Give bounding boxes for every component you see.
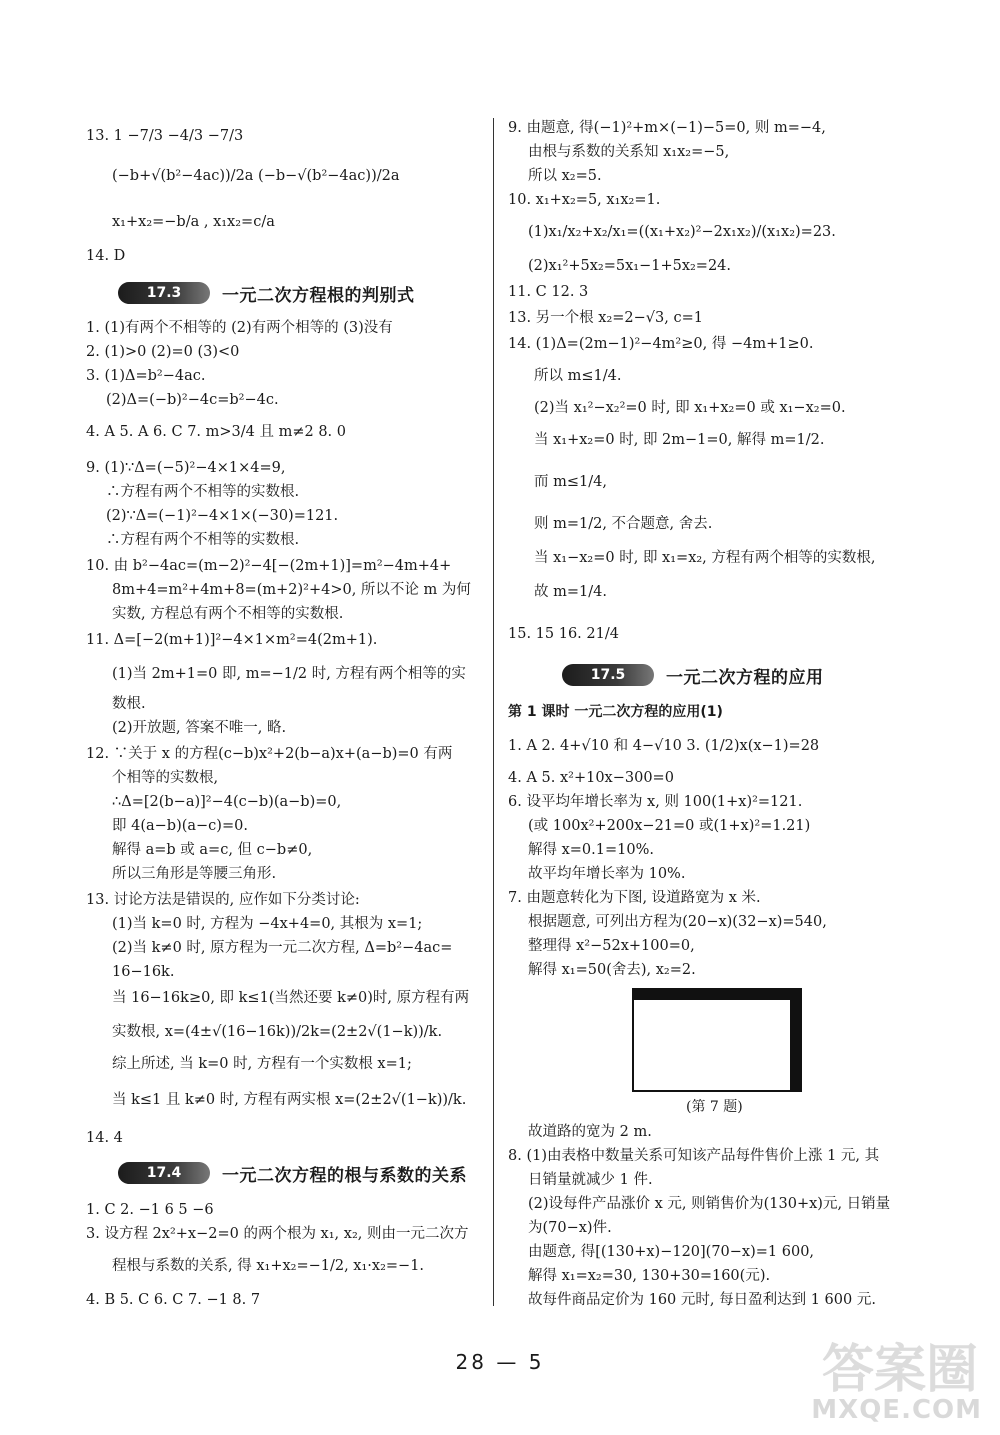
answer-line: ∴方程有两个不相等的实数根.	[106, 532, 300, 548]
answer-line: 9. 由题意, 得(−1)²+m×(−1)−5=0, 则 m=−4,	[508, 120, 826, 136]
answer-line: (或 100x²+200x−21=0 或(1+x)²=1.21)	[528, 818, 811, 834]
answer-line: (2)x₁²+5x₂=5x₁−1+5x₂=24.	[528, 258, 732, 274]
answer-line: 8. (1)由表格中数量关系可知该产品每件售价上涨 1 元, 其	[508, 1148, 880, 1164]
answer-14: 14. D	[86, 248, 126, 264]
answer-line: 为(70−x)件.	[528, 1220, 612, 1236]
answer-line: ∴方程有两个不相等的实数根.	[106, 484, 300, 500]
answer-line: 而 m≤1/4,	[534, 474, 607, 490]
answer-line: 13. 另一个根 x₂=2−√3, c=1	[508, 310, 703, 326]
answer-line: 10. 由 b²−4ac=(m−2)²−4[−(2m+1)]=m²−4m+4+	[86, 558, 452, 574]
section-17-4-header	[118, 1158, 467, 1188]
section-badge: 17.3	[118, 282, 210, 304]
answer-line: 故每件商品定价为 160 元时, 每日盈利达到 1 600 元.	[528, 1292, 876, 1308]
answer-line: 则 m=1/2, 不合题意, 舍去.	[534, 516, 713, 532]
answer-line: 15. 15 16. 21/4	[508, 626, 619, 642]
answer-line: 根据题意, 可列出方程为(20−x)(32−x)=540,	[528, 914, 827, 930]
section-title: 一元二次方程根的判别式	[222, 285, 415, 306]
answer-line: 所以三角形是等腰三角形.	[112, 866, 277, 882]
answer-line: 数根.	[112, 696, 146, 712]
answer-13-roots: (−b+√(b²−4ac))/2a (−b−√(b²−4ac))/2a	[112, 168, 400, 184]
answer-line: 8m+4=m²+4m+8=(m+2)²+4>0, 所以不论 m 为何	[112, 582, 471, 598]
answer-line: 10. x₁+x₂=5, x₁x₂=1.	[508, 192, 661, 208]
answer-line: 整理得 x²−52x+100=0,	[528, 938, 695, 954]
answer-line: 程根与系数的关系, 得 x₁+x₂=−1/2, x₁·x₂=−1.	[112, 1258, 425, 1274]
answer-line: 2. (1)>0 (2)=0 (3)<0	[86, 344, 240, 360]
answer-line: 实数根, x=(4±√(16−16k))/2k=(2±2√(1−k))/k.	[112, 1024, 443, 1040]
answer-line: 故 m=1/4.	[534, 584, 607, 600]
answer-line: 7. 由题意转化为下图, 设道路宽为 x 米.	[508, 890, 761, 906]
answer-line: (1)当 2m+1=0 即, m=−1/2 时, 方程有两个相等的实	[112, 666, 466, 682]
answer-line: (1)当 k=0 时, 方程为 −4x+4=0, 其根为 x=1;	[112, 916, 423, 932]
answer-line: 11. C 12. 3	[508, 284, 589, 300]
answer-line: 4. A 5. x²+10x−300=0	[508, 770, 674, 786]
answer-line: 当 k≤1 且 k≠0 时, 方程有两实根 x=(2±2√(1−k))/k.	[112, 1092, 467, 1108]
answer-line: 4. A 5. A 6. C 7. m>3/4 且 m≠2 8. 0	[86, 424, 346, 440]
answer-line: 16−16k.	[112, 964, 175, 980]
answer-line: 实数, 方程总有两个不相等的实数根.	[112, 606, 344, 622]
section-17-5-header	[562, 660, 824, 690]
answer-line: 9. (1)∵Δ=(−5)²−4×1×4=9,	[86, 460, 286, 476]
answer-13-values: 13. 1 −7/3 −4/3 −7/3	[86, 128, 244, 144]
answer-line: 13. 讨论方法是错误的, 应作如下分类讨论:	[86, 892, 360, 908]
answer-line: 当 16−16k≥0, 即 k≤1(当然还要 k≠0)时, 原方程有两	[112, 990, 470, 1006]
answer-line: (2)∵Δ=(−1)²−4×1×(−30)=121.	[106, 508, 339, 524]
lesson-subheading: 第 1 课时 一元二次方程的应用(1)	[508, 704, 723, 720]
answer-line: 即 4(a−b)(a−c)=0.	[112, 818, 248, 834]
answer-line: 解得 x₁=50(舍去), x₂=2.	[528, 962, 696, 978]
answer-line: (2)Δ=(−b)²−4c=b²−4c.	[106, 392, 279, 408]
answer-line: 当 x₁+x₂=0 时, 即 2m−1=0, 解得 m=1/2.	[534, 432, 825, 448]
answer-line: 12. ∵关于 x 的方程(c−b)x²+2(b−a)x+(a−b)=0 有两	[86, 746, 453, 762]
answer-line: (2)设每件产品涨价 x 元, 则销售价为(130+x)元, 日销量	[528, 1196, 891, 1212]
answer-13-vieta: x₁+x₂=−b/a , x₁x₂=c/a	[112, 214, 275, 230]
answer-line: 由题意, 得[(130+x)−120](70−x)=1 600,	[528, 1244, 815, 1260]
answer-line: 4. B 5. C 6. C 7. −1 8. 7	[86, 1292, 261, 1308]
answer-line: 3. 设方程 2x²+x−2=0 的两个根为 x₁, x₂, 则由一元二次方	[86, 1226, 469, 1242]
answer-line: 14. (1)Δ=(2m−1)²−4m²≥0, 得 −4m+1≥0.	[508, 336, 814, 352]
answer-line: 6. 设平均年增长率为 x, 则 100(1+x)²=121.	[508, 794, 803, 810]
answer-line: 当 x₁−x₂=0 时, 即 x₁=x₂, 方程有两个相等的实数根,	[534, 550, 876, 566]
section-badge: 17.4	[118, 1162, 210, 1184]
answer-line: 故平均年增长率为 10%.	[528, 866, 686, 882]
answer-line: 所以 x₂=5.	[528, 168, 602, 184]
answer-line: (2)当 k≠0 时, 原方程为一元二次方程, Δ=b²−4ac=	[112, 940, 453, 956]
answer-line: ∴Δ=[2(b−a)]²−4(c−b)(a−b)=0,	[112, 794, 342, 810]
section-17-3-header	[118, 278, 415, 308]
watermark-logo	[738, 1323, 988, 1433]
answer-line: (1)x₁/x₂+x₂/x₁=((x₁+x₂)²−2x₁x₂)/(x₁x₂)=23.	[528, 224, 836, 240]
answer-line: 日销量就减少 1 件.	[528, 1172, 653, 1188]
answer-line: 1. C 2. −1 6 5 −6	[86, 1202, 214, 1218]
road-diagram-figure	[632, 988, 802, 1092]
answer-line: 解得 x₁=x₂=30, 130+30=160(元).	[528, 1268, 771, 1284]
answer-line: (2)当 x₁²−x₂²=0 时, 即 x₁+x₂=0 或 x₁−x₂=0.	[534, 400, 846, 416]
watermark-mark: 答案圈	[821, 1340, 978, 1400]
section-badge: 17.5	[562, 664, 654, 686]
answer-line: 1. (1)有两个不相等的 (2)有两个相等的 (3)没有	[86, 320, 393, 336]
answer-line: 综上所述, 当 k=0 时, 方程有一个实数根 x=1;	[112, 1056, 412, 1072]
answer-line: 由根与系数的关系知 x₁x₂=−5,	[528, 144, 730, 160]
watermark-site: MXQE.COM	[811, 1395, 982, 1425]
road-horizontal	[634, 990, 800, 1000]
answer-line: (2)开放题, 答案不唯一, 略.	[112, 720, 287, 736]
answer-line: 个相等的实数根,	[112, 770, 219, 786]
column-divider	[493, 118, 494, 1306]
answer-line: 11. Δ=[−2(m+1)]²−4×1×m²=4(2m+1).	[86, 632, 378, 648]
answer-line: 3. (1)Δ=b²−4ac.	[86, 368, 206, 384]
answer-line: 所以 m≤1/4.	[534, 368, 622, 384]
answer-line: 解得 a=b 或 a=c, 但 c−b≠0,	[112, 842, 313, 858]
answer-line: 1. A 2. 4+√10 和 4−√10 3. (1/2)x(x−1)=28	[508, 738, 820, 754]
section-title: 一元二次方程的应用	[666, 667, 824, 688]
section-title: 一元二次方程的根与系数的关系	[222, 1165, 467, 1186]
answer-line: 14. 4	[86, 1130, 123, 1146]
page-number: 28 — 5	[455, 1350, 545, 1374]
answer-line: 解得 x=0.1=10%.	[528, 842, 654, 858]
figure-caption: (第 7 题)	[686, 1099, 743, 1115]
road-vertical	[790, 990, 800, 1090]
answer-line: 故道路的宽为 2 m.	[528, 1124, 652, 1140]
